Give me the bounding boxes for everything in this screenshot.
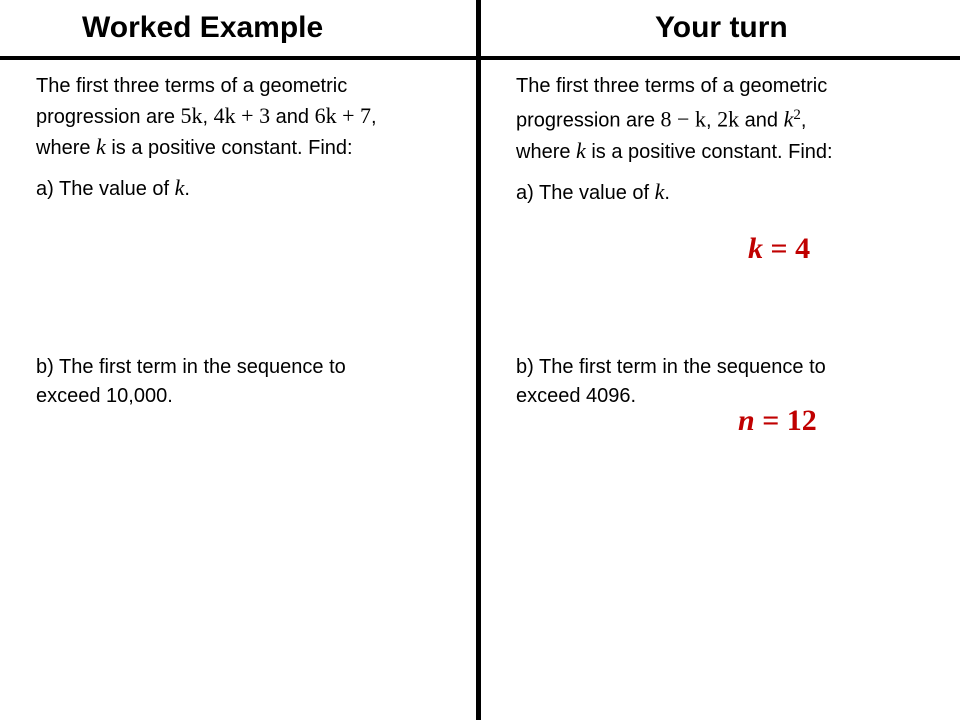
part-a-text: a) The value of	[516, 181, 655, 204]
term-2: 4k + 3	[213, 103, 271, 128]
variable-k: k	[96, 134, 106, 159]
and-text: and	[739, 109, 784, 132]
variable-k: k	[174, 175, 185, 200]
answer-a-variable: k	[748, 232, 763, 265]
your-turn-question	[516, 72, 946, 208]
worked-example-question	[36, 72, 466, 204]
your-turn-heading: Your turn	[655, 11, 788, 44]
answer-a	[748, 232, 810, 266]
part-b-line-2: exceed 10,000.	[36, 385, 173, 407]
separator: ,	[202, 106, 214, 128]
intro-line-3	[36, 132, 466, 163]
part-a-text: a) The value of	[36, 178, 175, 200]
column-divider	[476, 0, 481, 720]
comma: ,	[800, 109, 807, 132]
where-text: where	[36, 137, 97, 159]
your-turn-part-b	[516, 353, 826, 411]
intro-line-1: The first three terms of a geometric	[36, 75, 348, 97]
intro-line-1: The first three terms of a geometric	[516, 75, 828, 97]
term-1: 8 − k	[660, 106, 706, 132]
answer-b-value: = 12	[754, 404, 817, 437]
part-a-question	[36, 173, 466, 204]
intro-text: progression are	[516, 109, 661, 132]
intro-line-3	[516, 136, 946, 167]
answer-b-variable: n	[738, 404, 755, 437]
variable-k: k	[654, 178, 665, 204]
intro-line-2	[36, 101, 466, 132]
worked-example-heading: Worked Example	[82, 11, 324, 44]
comma: ,	[370, 106, 377, 128]
and-text: and	[270, 106, 315, 128]
term-3: 6k + 7	[314, 103, 371, 128]
answer-a-value: = 4	[763, 232, 811, 265]
term-3: k	[783, 106, 794, 132]
constant-text: is a positive constant. Find:	[585, 140, 833, 163]
answer-b	[738, 404, 817, 438]
part-b-line-1: b) The first term in the sequence to	[36, 356, 346, 378]
period: .	[664, 181, 670, 204]
period: .	[184, 178, 190, 200]
exponent: 2	[793, 107, 801, 123]
part-b-line-2: exceed 4096.	[516, 385, 637, 407]
constant-text: is a positive constant. Find:	[105, 137, 353, 159]
part-b-line-1: b) The first term in the sequence to	[516, 356, 826, 378]
separator: ,	[705, 109, 718, 132]
worked-example-part-b	[36, 353, 346, 411]
variable-k: k	[576, 137, 586, 163]
term-1: 5k	[180, 103, 203, 128]
term-2: 2k	[717, 106, 740, 132]
intro-text: progression are	[36, 106, 181, 128]
intro-line-2	[516, 101, 946, 136]
part-a-question	[516, 177, 946, 208]
where-text: where	[516, 140, 577, 163]
